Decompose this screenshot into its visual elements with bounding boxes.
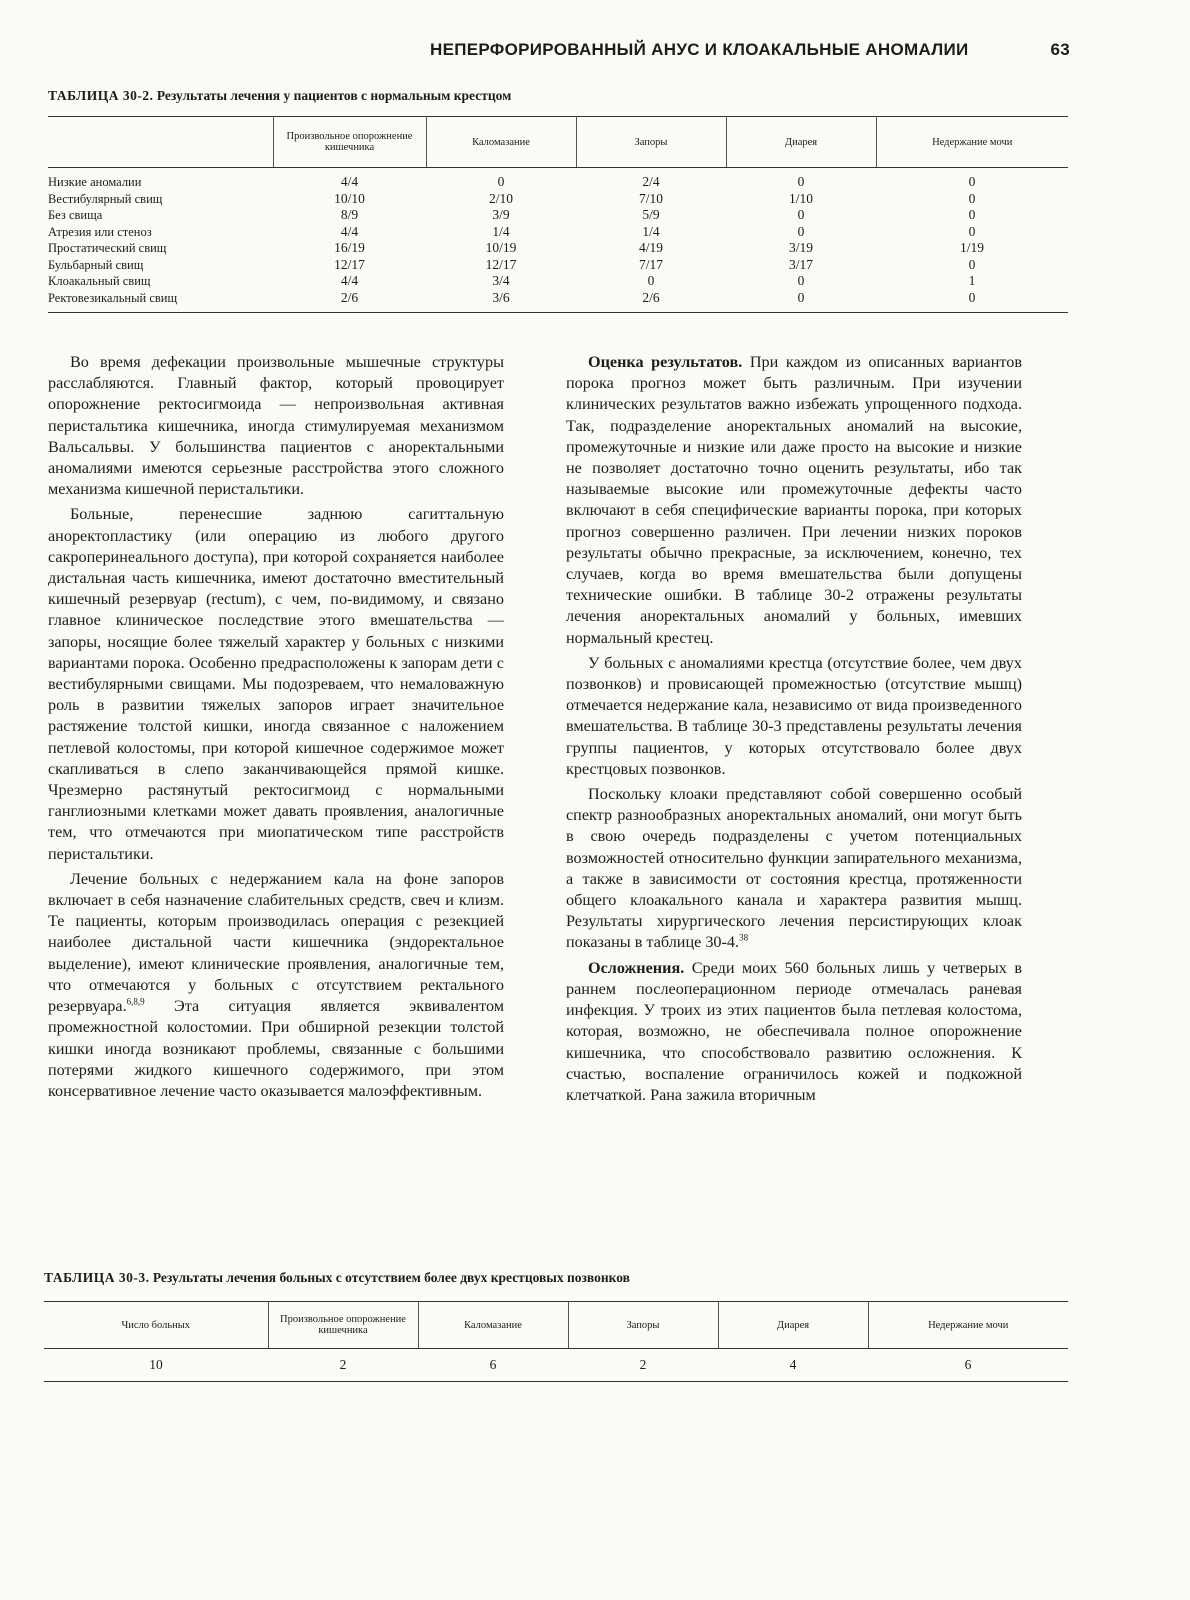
table-row — [44, 1349, 1068, 1382]
table2-row-label: Ректовезикальный свищ — [48, 290, 273, 313]
table-cell: 0 — [797, 207, 805, 222]
table2-caption — [48, 88, 511, 104]
paragraph — [566, 352, 1022, 649]
table-cell: 1/10 — [788, 190, 813, 206]
table-cell: 10/19 — [485, 240, 517, 255]
table-cell: 0 — [968, 207, 976, 222]
table-cell: 7/17 — [638, 256, 663, 272]
table2-col-header: Произвольное опорожнение кишечника — [273, 117, 426, 168]
running-title: НЕПЕРФОРИРОВАННЫЙ АНУС И КЛОАКАЛЬНЫЕ АНОМАЛИИ — [430, 40, 969, 59]
paragraph-text: Лечение больных с недержанием кала на фоне запоров включает в себя назначение слабительных средств, свеч и клизм. Те пациенты, которым производилась операция с резекцией наиболее дистальной части кишечника (эндоректальное выделение), имеют клинические проявления, аналогичные тем, что отмечаются у больных с отсутствием ректального резервуара. — [48, 869, 504, 1016]
table-cell: 3/9 — [492, 207, 510, 222]
table2-col-header: Недержание мочи — [876, 117, 1068, 168]
table-30-3 — [44, 1301, 1068, 1382]
table-cell: 4 — [718, 1349, 868, 1382]
table-cell: 1/4 — [642, 223, 660, 239]
table-cell: 0 — [968, 223, 976, 239]
table-cell: 3/17 — [788, 256, 813, 272]
table-row — [48, 240, 1068, 257]
table2-row-label: Клоакальный свищ — [48, 274, 151, 288]
table2-row-label: Низкие аномалии — [48, 175, 142, 189]
table2-title: Результаты лечения у пациентов с нормальным крестцом — [156, 88, 512, 103]
table-cell: 3/19 — [788, 240, 813, 255]
section-heading: Оценка результатов. — [588, 353, 743, 371]
table-cell: 4/4 — [340, 223, 359, 239]
table-cell: 6 — [418, 1349, 568, 1382]
table-cell: 0 — [797, 174, 805, 189]
table2-row-label: Без свища — [48, 208, 103, 222]
table2-col-header: Запоры — [576, 117, 726, 168]
table-cell: 4/19 — [638, 240, 663, 255]
table-cell: 2/6 — [576, 290, 726, 313]
table-cell: 3/6 — [426, 290, 576, 313]
table-cell: 2 — [268, 1349, 418, 1382]
table3-col-header: Недержание мочи — [868, 1302, 1068, 1349]
table-cell: 2/10 — [488, 190, 513, 206]
table-row — [48, 191, 1068, 208]
table2-row-label: Вестибулярный свищ — [48, 191, 163, 206]
paragraph-text: Поскольку клоаки представляют собой совершенно особый спектр разнообразных аноректальных аномалий, они могут быть в свою очередь подразделены с учетом потенциальных возможностей относительно функции запирательного механизма, а также в зависимости от состояния крестца, протяженности общего клоакального канала и характера развития мышц. Результаты хирургического лечения персистирующих клоак показаны в таблице 30-4. — [566, 785, 1022, 952]
table-cell: 1/4 — [492, 223, 510, 239]
paragraph-text: Эта ситуация является эквивалентом промежностной колостомии. При обширной резекции толстой кишки иногда возникают проблемы, связанные с большими потерями жидкого кишечного содержимого, при этом консервативное лечение часто оказывается малоэффективным. — [48, 997, 504, 1100]
table-row — [48, 290, 1068, 313]
table-cell: 12/17 — [334, 256, 365, 272]
right-column — [566, 352, 1022, 1110]
table-cell: 16/19 — [334, 240, 365, 255]
table-row — [48, 257, 1068, 274]
table3-col-header: Число больных — [44, 1302, 268, 1349]
table2-col-header — [48, 117, 273, 168]
paragraph: Во время дефекации произвольные мышечные структуры расслабляются. Главный фактор, который провоцирует опорожнение ректосигмоида — непроизвольная активная перистальтика кишечника, иногда стимулируемая механизмом Вальсальвы. У большинства пациентов с аноректальными аномалиями имеются серьезные расстройства этого сложного механизма кишечной перистальтики. — [48, 353, 504, 499]
table3-col-header: Каломазание — [418, 1302, 568, 1349]
table2-row-label: Атрезия или стеноз — [48, 224, 152, 239]
table3-col-header: Произвольное опорожнение кишечника — [268, 1302, 418, 1349]
table-cell: 10 — [44, 1349, 268, 1382]
table-row — [48, 224, 1068, 241]
table-row — [48, 207, 1068, 224]
page-number: 63 — [1050, 40, 1070, 59]
table-30-2 — [48, 116, 1068, 313]
left-column — [48, 352, 504, 1106]
table-cell: 3/4 — [492, 273, 510, 288]
reference-superscript: 6,8,9 — [126, 996, 145, 1007]
paragraph: У больных с аномалиями крестца (отсутствие более, чем двух позвонков) и провисающей промежностью (отсутствие мышц) отмечается недержание кала, независимо от вида произведенного вмешательства. В таблице 30-3 представлены результаты лечения группы пациентов, у которых отсутствовало более двух крестцовых позвонков. — [566, 653, 1022, 778]
table-cell: 2 — [568, 1349, 718, 1382]
table-cell: 1/19 — [959, 240, 984, 255]
table3-header-row — [44, 1302, 1068, 1349]
table-cell: 10/10 — [334, 190, 365, 206]
table-cell: 5/9 — [642, 207, 660, 222]
paragraph-text: При каждом из описанных вариантов порока прогноз может быть различным. При изучении клинических результатов важно избежать упрощенного подхода. Так, подразделение аноректальных аномалий на высокие, промежуточные и низкие или даже просто на высокие и низкие не позволяет достаточно точно оценить результаты, ибо так называемые высокие или промежуточные дефекты часто включают в себя специфические варианты порока, при которых прогноз совершенно различен. При лечении низких пороков результаты обычно прекрасные, за исключением, конечно, тех случаев, когда во время вмешательства были допущены технические ошибки. В таблице 30-2 отражены результаты лечения аноректальных аномалий у больных, имевших нормальный крестец. — [566, 353, 1023, 647]
table-cell: 2/6 — [273, 290, 426, 313]
table-cell: 0 — [647, 273, 655, 288]
reference-superscript: 38 — [739, 933, 749, 944]
table-cell: 8/9 — [340, 207, 359, 222]
paragraph — [48, 869, 504, 1102]
table3-caption — [44, 1270, 630, 1286]
table2-col-header: Диарея — [726, 117, 876, 168]
table-cell: 0 — [797, 223, 805, 239]
table-cell: 7/10 — [638, 190, 663, 206]
table-cell: 0 — [497, 174, 505, 189]
table-cell: 6 — [868, 1349, 1068, 1382]
paragraph — [566, 784, 1022, 954]
table3-col-header: Диарея — [718, 1302, 868, 1349]
table-row — [48, 273, 1068, 290]
paragraph: Больные, перенесшие заднюю сагиттальную аноректопластику (или операцию из любого другого сакроперинеального доступа), при которой сохраняется наиболее дистальная часть кишечника, имеют достаточно вместительный кишечный резервуар (rectum), с чем, по-видимому, и связано главное клиническое последствие этого вмешательства — запоры, носящие более тяжелый характер у больных с низкими вариантами порока. Особенно предрасположены к запорам дети с вестибулярными свищами. Мы подозреваем, что немаловажную роль в развитии тяжелых запоров играет значительное растяжение толстой кишки, иногда связанное с наложением петлевой колостомы, при которой кишечное содержимое может скапливаться в слепо заканчивающейся прямой кишке. Чрезмерно растянутый ректосигмоид с нормальными ганглиозными клетками может давать проявления, аналогичные тем, что отмечаются при миопатическом типе расстройств перистальтики. — [48, 505, 504, 863]
table2-row-label: Бульбарный свищ — [48, 257, 144, 272]
table3-title: Результаты лечения больных с отсутствием более двух крестцовых позвонков — [152, 1270, 630, 1285]
table-cell: 4/4 — [340, 273, 359, 288]
table-cell: 0 — [968, 174, 976, 189]
paragraph — [566, 958, 1022, 1106]
table3-col-header: Запоры — [568, 1302, 718, 1349]
table-cell: 0 — [968, 256, 976, 272]
table-cell: 0 — [968, 190, 976, 206]
table-cell: 2/4 — [642, 174, 660, 189]
table-cell: 1 — [968, 273, 976, 288]
running-header — [430, 40, 1070, 60]
table2-col-header: Каломазание — [426, 117, 576, 168]
table-cell: 4/4 — [340, 174, 359, 189]
table2-row-label: Простатический свищ — [48, 241, 167, 255]
table-cell: 0 — [726, 290, 876, 313]
table2-label: ТАБЛИЦА 30-2. — [48, 88, 154, 103]
table-cell: 0 — [797, 273, 805, 288]
paragraph-text: Среди моих 560 больных лишь у четверых в раннем послеоперационном периоде отмечалась раневая инфекция. У троих из этих пациентов была петлевая колостома, которая, возможно, не обеспечивала полное опорожнение кишечника, что способствовало развитию осложнения. К счастью, воспаление ограничилось кожей и подкожной клетчаткой. Рана зажила вторичным — [566, 958, 1022, 1104]
table3-label: ТАБЛИЦА 30-3. — [44, 1270, 150, 1285]
table-cell: 0 — [876, 290, 1068, 313]
table2-header-row — [48, 117, 1068, 168]
section-heading: Осложнения. — [588, 958, 685, 977]
table-cell: 12/17 — [485, 256, 517, 272]
table-row — [48, 168, 1068, 191]
